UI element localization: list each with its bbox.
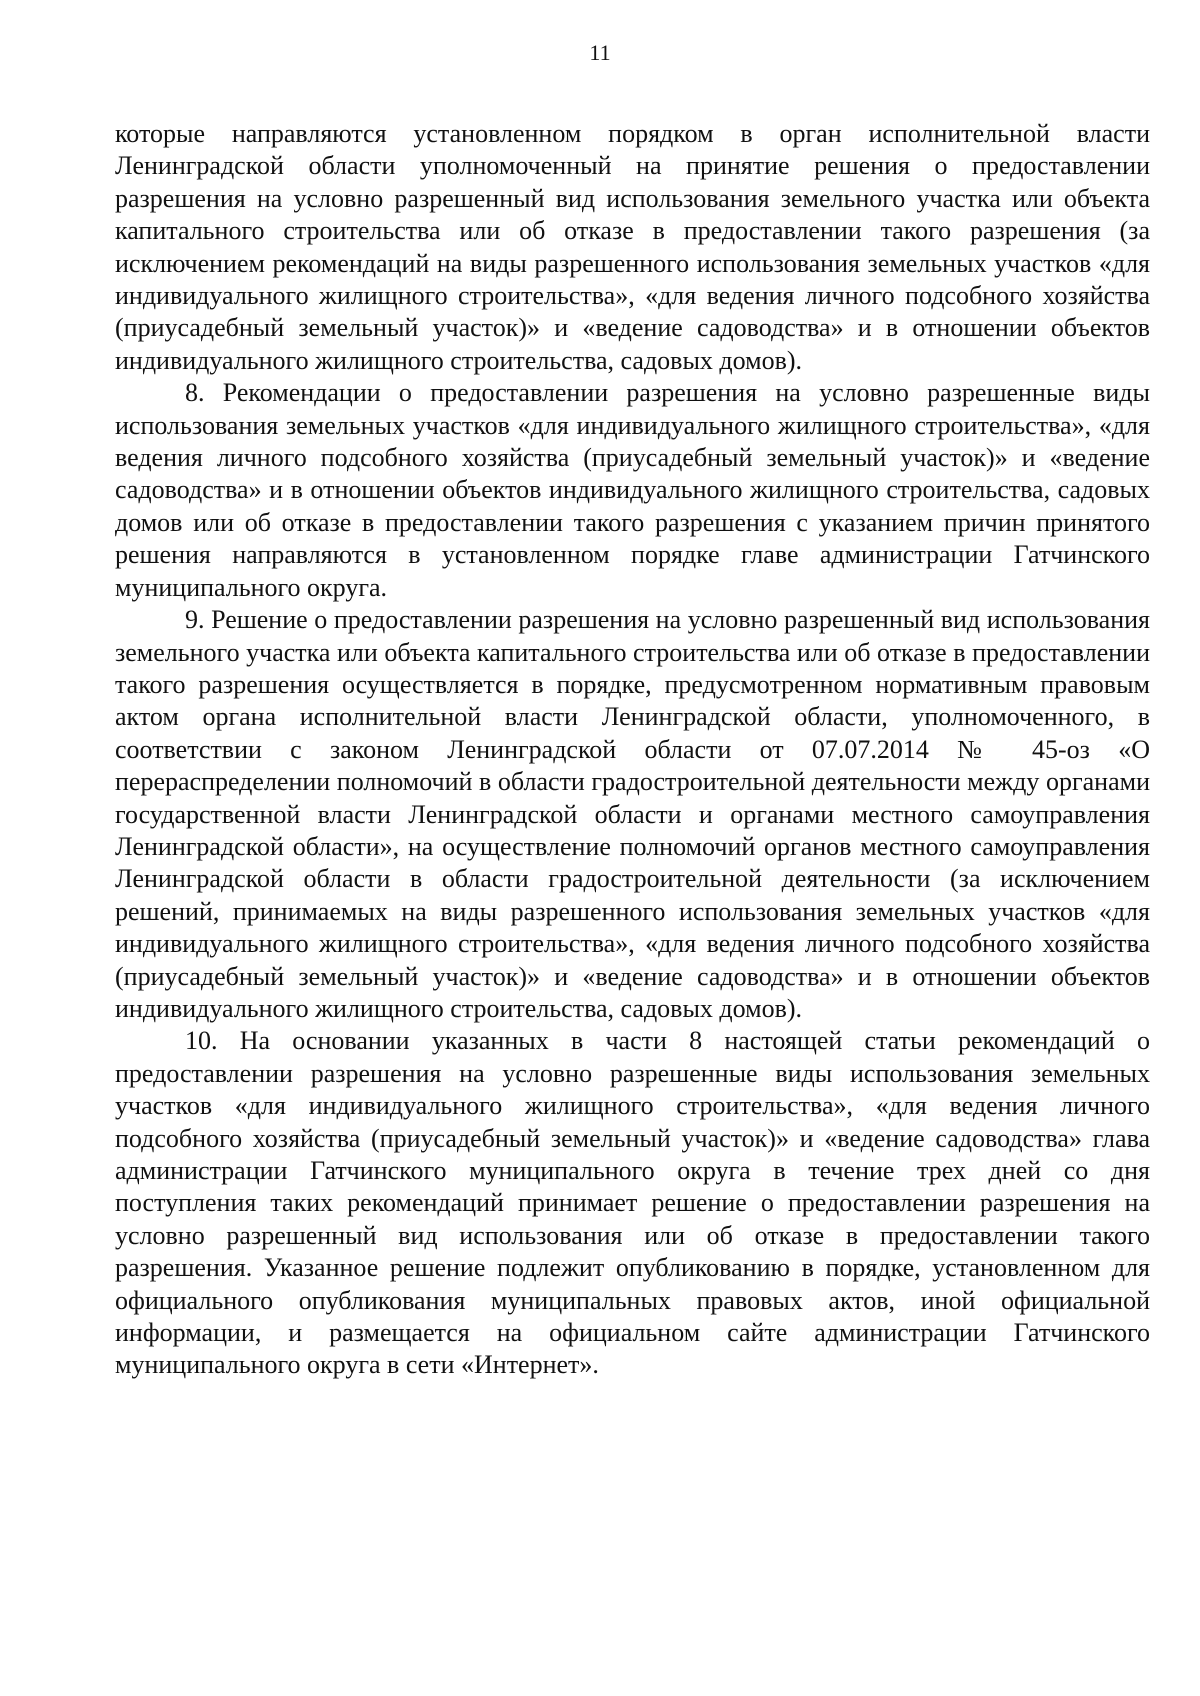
paragraph-continuation: которые направляются установленном порядком в орган исполнительной власти Ленинградской области уполномоченный на принятие решения о предоставлении разрешения на условно разрешенный вид использования земельного участка или объекта капитального строительства или об отказе в предоставлении такого разрешения (за исключением рекомендаций на виды разрешенного использования земельных участков «для индивидуального жилищного строительства», «для ведения личного подсобного хозяйства (приусадебный земельный участок)» и «ведение садоводства» и в отношении объектов индивидуального жилищного строительства, садовых домов). xyxy=(115,119,1150,375)
paragraph-item-10: 10. На основании указанных в части 8 настоящей статьи рекомендаций о предоставлении разрешения на условно разрешенные виды использования земельных участков «для индивидуального жилищного строительства», «для ведения личного подсобного хозяйства (приусадебный земельный участок)» и «ведение садоводства» глава администрации Гатчинского муниципального округа в течение трех дней со дня поступления таких рекомендаций принимает решение о предоставлении разрешения на условно разрешенный вид использования или об отказе в предоставлении такого разрешения. Указанное решение подлежит опубликованию в порядке, установленном для официального опубликования муниципальных правовых актов, иной официальной информации, и размещается на официальном сайте администрации Гатчинского муниципального округа в сети «Интернет». xyxy=(115,1026,1150,1380)
document-body xyxy=(115,118,1150,1382)
paragraph-item-8: 8. Рекомендации о предоставлении разрешения на условно разрешенные виды использования земельных участков «для индивидуального жилищного строительства», «для ведения личного подсобного хозяйства (приусадебный земельный участок)» и «ведение садоводства» и в отношении объектов индивидуального жилищного строительства, садовых домов или об отказе в предоставлении такого разрешения с указанием причин принятого решения направляются в установленном порядке главе администрации Гатчинского муниципального округа. xyxy=(115,378,1150,602)
page-number: 11 xyxy=(589,40,611,65)
paragraph-item-9: 9. Решение о предоставлении разрешения на условно разрешенный вид использования земельного участка или объекта капитального строительства или об отказе в предоставлении такого разрешения осуществляется в порядке, предусмотренном нормативным правовым актом органа исполнительной власти Ленинградской области, уполномоченного, в соответствии с законом Ленинградской области от 07.07.2014 № 45-оз «О перераспределении полномочий в области градостроительной деятельности между органами государственной власти Ленинградской области и органами местного самоуправления Ленинградской области», на осуществление полномочий органов местного самоуправления Ленинградской области в области градостроительной деятельности (за исключением решений, принимаемых на виды разрешенного использования земельных участков «для индивидуального жилищного строительства», «для ведения личного подсобного хозяйства (приусадебный земельный участок)» и «ведение садоводства» и в отношении объектов индивидуального жилищного строительства, садовых домов). xyxy=(115,605,1150,1023)
